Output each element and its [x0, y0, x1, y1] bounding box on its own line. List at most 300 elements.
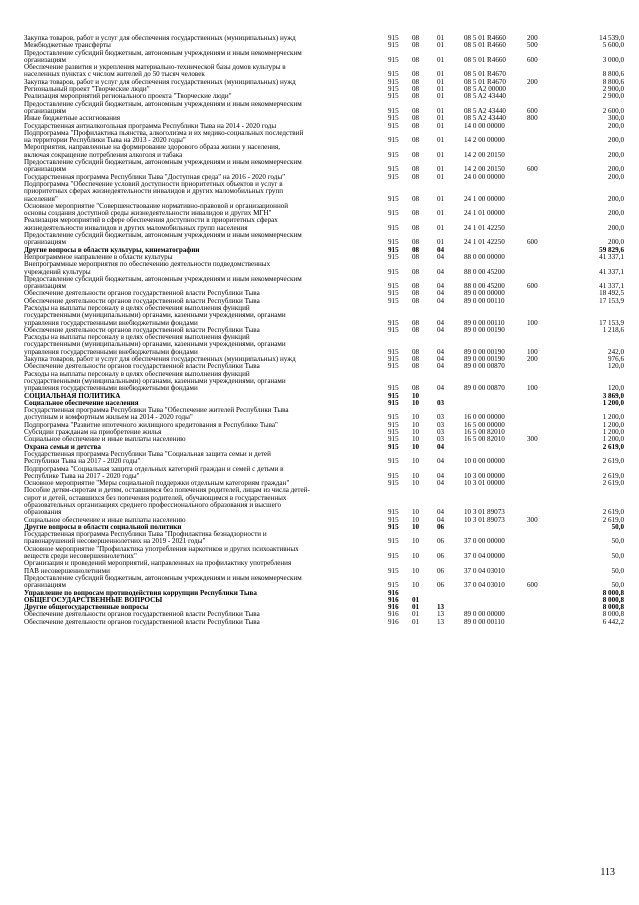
section-code: 08 — [412, 282, 420, 291]
row-name: Социальное обеспечение населения — [24, 398, 139, 407]
section-code: 08 — [412, 325, 420, 334]
row-name: Другие общегосударственные вопросы — [24, 603, 149, 612]
subsection-code: 01 — [437, 194, 445, 203]
subsection-code: 13 — [437, 617, 445, 626]
ministry-code: 915 — [388, 136, 399, 145]
amount: 17 153,9 — [599, 296, 624, 305]
ministry-code: 915 — [388, 362, 399, 371]
row-name: Организация и проведений мероприятий, направленных на профилактику употребления ПАВ несовершеннолетними — [24, 559, 292, 575]
row-name: Охрана семьи и детства — [24, 442, 101, 451]
expense-type-code: 600 — [527, 165, 538, 174]
section-code: 08 — [412, 347, 420, 356]
row-name: Обеспечение деятельности органов государственной власти Республики Тыва — [24, 325, 260, 334]
table-row — [24, 371, 624, 393]
section-code: 08 — [412, 92, 420, 101]
amount: 50,0 — [611, 537, 624, 546]
row-name: Социальное обеспечение и иные выплаты населению — [24, 515, 186, 524]
amount: 2 619,0 — [602, 442, 624, 451]
amount: 200,0 — [608, 194, 624, 203]
subsection-code: 01 — [437, 85, 445, 94]
target-article-code: 89 0 00 00190 — [464, 347, 505, 356]
row-name: Региональный проект "Творческие люди" — [24, 85, 150, 94]
target-article-code: 24 0 00 00000 — [464, 172, 505, 181]
subsection-code: 04 — [437, 471, 445, 480]
ministry-code: 915 — [388, 41, 399, 50]
amount: 5 600,0 — [602, 41, 624, 50]
ministry-code: 915 — [388, 34, 399, 42]
expense-type-code: 300 — [527, 515, 538, 524]
amount: 8 800,6 — [602, 77, 624, 86]
target-article-code: 10 3 01 00000 — [464, 479, 505, 488]
section-code: 08 — [412, 106, 420, 115]
subsection-code: 01 — [437, 92, 445, 101]
table-row — [24, 466, 624, 481]
ministry-code: 915 — [388, 77, 399, 86]
section-code: 08 — [412, 238, 420, 247]
table-row — [24, 181, 624, 203]
ministry-code: 915 — [388, 150, 399, 159]
budget-table — [24, 35, 624, 626]
expense-type-code: 600 — [527, 106, 538, 115]
subsection-code: 04 — [437, 282, 445, 291]
expense-type-code: 100 — [527, 318, 538, 327]
section-code: 08 — [412, 85, 420, 94]
expense-type-code: 200 — [527, 34, 538, 42]
ministry-code: 915 — [388, 442, 399, 451]
ministry-code: 915 — [388, 194, 399, 203]
section-code: 08 — [412, 355, 420, 364]
subsection-code: 04 — [437, 347, 445, 356]
ministry-code: 915 — [388, 325, 399, 334]
expense-type-code: 600 — [527, 238, 538, 247]
row-name: Мероприятия, направленные на формирование здорового образа жизни у населения, включая сокращение потребления алкоголя и табака — [24, 143, 280, 159]
amount: 41 337,1 — [599, 282, 624, 291]
section-code: 10 — [412, 420, 420, 429]
row-name: Основное мероприятие "Меры социальной поддержки отдельным категориям граждан" — [24, 479, 290, 488]
expense-type-code: 100 — [527, 347, 538, 356]
amount: 976,6 — [608, 355, 624, 364]
ministry-code: 916 — [388, 610, 399, 619]
target-article-code: 16 0 00 00000 — [464, 413, 505, 422]
section-code: 08 — [412, 41, 420, 50]
table-row — [24, 560, 624, 575]
ministry-code: 915 — [388, 238, 399, 247]
target-article-code: 16 5 00 00000 — [464, 420, 505, 429]
section-code: 08 — [412, 136, 420, 145]
table-row — [24, 130, 624, 145]
section-code: 08 — [412, 267, 420, 276]
amount: 200,0 — [608, 136, 624, 145]
row-name: Непрограммное направление в области культуры — [24, 252, 173, 261]
target-article-code: 14 2 00 00000 — [464, 136, 505, 145]
target-article-code: 24 1 00 00000 — [464, 194, 505, 203]
expense-type-code: 300 — [527, 435, 538, 444]
amount: 1 200,0 — [602, 398, 624, 407]
subsection-code: 01 — [437, 77, 445, 86]
subsection-code: 04 — [437, 515, 445, 524]
section-code: 01 — [412, 595, 420, 604]
target-article-code: 10 3 01 89073 — [464, 508, 505, 517]
expense-type-code: 200 — [527, 355, 538, 364]
target-article-code: 24 1 01 42250 — [464, 223, 505, 232]
amount: 200,0 — [608, 121, 624, 130]
subsection-code: 01 — [437, 150, 445, 159]
amount: 242,0 — [608, 347, 624, 356]
section-code: 10 — [412, 471, 420, 480]
ministry-code: 915 — [388, 420, 399, 429]
ministry-code: 915 — [388, 515, 399, 524]
target-article-code: 08 5 01 R4670 — [464, 70, 506, 79]
subsection-code: 03 — [437, 398, 445, 407]
row-name: Государственная программа Республики Тыва "Профилактика безнадзорности и правонарушений несовершеннолетних на 2019 - 2021 годы" — [24, 530, 267, 546]
subsection-code: 06 — [437, 581, 445, 590]
amount: 300,0 — [608, 114, 624, 123]
row-name: Расходы на выплаты персоналу в целях обеспечения выполнения функций государственными (муниципальными) органами, казенными учреждениями, органами управления государственными внебюджетными фондами — [24, 333, 286, 356]
row-name: Расходы на выплаты персоналу в целях обеспечения выполнения функций государственными (муниципальными) органами, казенными учреждениями, органами управления государственными внебюджетными фондами — [24, 303, 286, 327]
subsection-code: 04 — [437, 245, 445, 254]
target-article-code: 08 5 01 R4660 — [464, 55, 506, 64]
amount: 200,0 — [608, 172, 624, 181]
target-article-code: 89 0 00 00110 — [464, 296, 505, 305]
subsection-code: 04 — [437, 508, 445, 517]
section-code: 08 — [412, 252, 420, 261]
amount: 1 200,0 — [602, 420, 624, 429]
target-article-code: 14 2 00 20150 — [464, 150, 505, 159]
section-code: 10 — [412, 515, 420, 524]
subsection-code: 06 — [437, 537, 445, 546]
amount: 18 492,5 — [599, 289, 624, 298]
target-article-code: 16 5 00 82010 — [464, 435, 505, 444]
section-code: 10 — [412, 428, 420, 437]
table-row — [24, 232, 624, 247]
subsection-code: 04 — [437, 296, 445, 305]
subsection-code: 04 — [437, 355, 445, 364]
table-row — [24, 334, 624, 356]
target-article-code: 16 5 00 82010 — [464, 428, 505, 437]
row-name: Подпрограмма "Развитие ипотечного жилищного кредитования в Республике Тыва" — [24, 420, 278, 429]
ministry-code: 915 — [388, 106, 399, 115]
target-article-code: 88 0 00 00000 — [464, 252, 505, 261]
amount: 3 869,0 — [602, 391, 624, 400]
amount: 41 337,1 — [599, 267, 624, 276]
amount: 2 619,0 — [602, 508, 624, 517]
amount: 14 539,0 — [599, 34, 624, 42]
amount: 200,0 — [608, 223, 624, 232]
page-number: 113 — [600, 867, 615, 878]
amount: 2 619,0 — [602, 515, 624, 524]
subsection-code: 01 — [437, 55, 445, 64]
target-article-code: 24 1 01 42250 — [464, 238, 505, 247]
amount: 17 153,9 — [599, 318, 624, 327]
section-code: 08 — [412, 34, 420, 42]
row-name: Обеспечение деятельности органов государственной власти Республики Тыва — [24, 296, 260, 305]
row-name: Обеспечение деятельности органов государственной власти Республики Тыва — [24, 289, 260, 298]
target-article-code: 37 0 04 00000 — [464, 552, 505, 561]
section-code: 08 — [412, 165, 420, 174]
expense-type-code: 600 — [527, 581, 538, 590]
table-row — [24, 531, 624, 546]
expense-type-code: 600 — [527, 282, 538, 291]
ministry-code: 916 — [388, 603, 399, 612]
section-code: 08 — [412, 289, 420, 298]
row-name: Предоставление субсидий бюджетным, автономным учреждениям и иным некоммерческим организациям — [24, 274, 302, 291]
target-article-code: 08 5 01 R4670 — [464, 77, 506, 86]
section-code: 01 — [412, 610, 420, 619]
subsection-code: 04 — [437, 362, 445, 371]
amount: 41 337,1 — [599, 252, 624, 261]
ministry-code: 915 — [388, 318, 399, 327]
ministry-code: 915 — [388, 252, 399, 261]
amount: 3 000,0 — [602, 55, 624, 64]
target-article-code: 10 3 00 00000 — [464, 471, 505, 480]
ministry-code: 915 — [388, 223, 399, 232]
section-code: 10 — [412, 508, 420, 517]
amount: 200,0 — [608, 150, 624, 159]
row-name: Подпрограмма "Профилактика пьянства, алкоголизма и их медико-социальных последствий на территории Республики Тыва на 2013 - 2020 годы" — [24, 128, 304, 145]
section-code: 10 — [412, 435, 420, 444]
target-article-code: 08 5 A2 43440 — [464, 114, 506, 123]
ministry-code: 915 — [388, 391, 399, 400]
row-name: Предоставление субсидий бюджетным, автономным учреждениям и иным некоммерческим организациям — [24, 48, 302, 64]
ministry-code: 915 — [388, 267, 399, 276]
target-article-code: 89 0 00 00000 — [464, 610, 505, 619]
row-name: Предоставление субсидий бюджетным, автономным учреждениям и иным некоммерческим организациям — [24, 573, 302, 590]
ministry-code: 915 — [388, 296, 399, 305]
target-article-code: 08 5 A2 00000 — [464, 85, 506, 94]
ministry-code: 915 — [388, 457, 399, 466]
ministry-code: 916 — [388, 588, 399, 597]
target-article-code: 89 0 00 00870 — [464, 384, 505, 393]
ministry-code: 915 — [388, 347, 399, 356]
target-article-code: 37 0 04 03010 — [464, 566, 505, 575]
ministry-code: 915 — [388, 435, 399, 444]
ministry-code: 915 — [388, 428, 399, 437]
target-article-code: 14 0 00 00000 — [464, 121, 505, 130]
subsection-code: 06 — [437, 552, 445, 561]
table-row — [24, 407, 624, 422]
section-code: 08 — [412, 70, 420, 79]
table-row — [24, 50, 624, 65]
expense-type-code: 600 — [527, 55, 538, 64]
row-name: Закупка товаров, работ и услуг для обеспечения государственных (муниципальных) нужд — [24, 355, 296, 364]
subsection-code: 04 — [437, 252, 445, 261]
ministry-code: 915 — [388, 121, 399, 130]
target-article-code: 89 0 00 00110 — [464, 617, 505, 626]
row-name: Пособие детям-сиротам и детям, оставшимся без попечения родителей, лицам из числа детей- сирот и детей, оставшихся без попечения родителей, обучающимся в государственных образовательных организациях среднего профессионального образования и высшего образования — [24, 486, 310, 517]
ministry-code: 915 — [388, 165, 399, 174]
target-article-code: 88 0 00 45200 — [464, 282, 505, 291]
section-code: 08 — [412, 296, 420, 305]
amount: 50,0 — [611, 552, 624, 561]
row-name: Обеспечение деятельности органов государственной власти Республики Тыва — [24, 617, 260, 626]
row-name: Расходы на выплаты персоналу в целях обеспечения выполнения функций государственными (муниципальными) органами, казенными учреждениями, органами управления государственными внебюджетными фондами — [24, 369, 286, 393]
section-code: 10 — [412, 479, 420, 488]
amount: 6 442,2 — [602, 617, 624, 626]
section-code: 10 — [412, 522, 420, 531]
target-article-code: 89 0 00 00000 — [464, 289, 505, 298]
amount: 1 200,0 — [602, 435, 624, 444]
row-name: Основное мероприятие "Совершенствование нормативно-правовой и организационной основы создания доступной среды жизнедеятельности инвалидов и других МГН" — [24, 201, 289, 218]
subsection-code: 04 — [437, 267, 445, 276]
target-article-code: 24 1 01 00000 — [464, 209, 505, 218]
row-name: Обеспечение деятельности органов государственной власти Республики Тыва — [24, 362, 260, 371]
amount: 1 218,6 — [602, 325, 624, 334]
amount: 120,0 — [608, 384, 624, 393]
section-code: 01 — [412, 603, 420, 612]
table-row — [24, 436, 624, 443]
subsection-code: 01 — [437, 238, 445, 247]
ministry-code: 915 — [388, 522, 399, 531]
ministry-code: 915 — [388, 537, 399, 546]
table-row — [24, 487, 624, 516]
amount: 200,0 — [608, 209, 624, 218]
section-code: 08 — [412, 77, 420, 86]
row-name: Основное мероприятие "Профилактика употребления наркотиков и других психоактивных веществ среди несовершеннолетних" — [24, 544, 299, 561]
section-code: 08 — [412, 384, 420, 393]
row-name: СОЦИАЛЬНАЯ ПОЛИТИКА — [24, 391, 121, 400]
section-code: 10 — [412, 581, 420, 590]
row-name: Реализация мероприятий регионального проекта "Творческие люди" — [24, 92, 232, 101]
row-name: Межбюджетные трансферты — [24, 41, 111, 50]
section-code: 08 — [412, 114, 420, 123]
amount: 59 829,6 — [599, 245, 624, 254]
table-row — [24, 575, 624, 590]
expense-type-code: 800 — [527, 114, 538, 123]
section-code: 08 — [412, 172, 420, 181]
target-article-code: 37 0 04 03010 — [464, 581, 505, 590]
row-name: Закупка товаров, работ и услуг для обеспечения государственных (муниципальных) нужд — [24, 34, 296, 42]
row-name: Управление по вопросам противодействия коррупции Республики Тыва — [24, 588, 257, 597]
section-code: 08 — [412, 209, 420, 218]
target-article-code: 08 5 01 R4660 — [464, 34, 506, 42]
amount: 2 619,0 — [602, 479, 624, 488]
table-row — [24, 305, 624, 327]
ministry-code: 915 — [388, 172, 399, 181]
row-name: Другие вопросы в области социальной политики — [24, 522, 182, 531]
section-code: 08 — [412, 194, 420, 203]
section-code: 08 — [412, 55, 420, 64]
section-code: 10 — [412, 537, 420, 546]
subsection-code: 01 — [437, 70, 445, 79]
row-name: Государственная программа Республики Тыва "Обеспечение жителей Республики Тыва доступным и комфортным жильем на 2014 - 2020 годы" — [24, 406, 289, 422]
subsection-code: 01 — [437, 165, 445, 174]
table-row — [24, 144, 624, 159]
ministry-code: 915 — [388, 114, 399, 123]
section-code: 10 — [412, 398, 420, 407]
table-row — [24, 261, 624, 276]
table-row — [24, 276, 624, 291]
row-name: Предоставление субсидий бюджетным, автономным учреждениям и иным некоммерческим организациям — [24, 158, 302, 174]
subsection-code: 04 — [437, 325, 445, 334]
table-row — [24, 217, 624, 232]
subsection-code: 01 — [437, 136, 445, 145]
section-code: 08 — [412, 223, 420, 232]
section-code: 01 — [412, 617, 420, 626]
ministry-code: 915 — [388, 209, 399, 218]
table-row — [24, 159, 624, 174]
row-name: Обеспечение деятельности органов государственной власти Республики Тыва — [24, 610, 260, 619]
ministry-code: 915 — [388, 508, 399, 517]
amount: 50,0 — [611, 522, 624, 531]
row-name: Обеспечение развития и укрепления материально-технической базы домов культуры в населенных пунктах с числом жителей до 50 тысяч человек — [24, 63, 286, 79]
subsection-code: 04 — [437, 457, 445, 466]
ministry-code: 915 — [388, 70, 399, 79]
amount: 50,0 — [611, 566, 624, 575]
section-code: 08 — [412, 362, 420, 371]
ministry-code: 915 — [388, 245, 399, 254]
amount: 8 800,6 — [602, 70, 624, 79]
section-code: 08 — [412, 121, 420, 130]
subsection-code: 01 — [437, 106, 445, 115]
subsection-code: 01 — [437, 172, 445, 181]
amount: 2 900,0 — [602, 92, 624, 101]
target-article-code: 10 3 01 89073 — [464, 515, 505, 524]
target-article-code: 37 0 00 00000 — [464, 537, 505, 546]
ministry-code: 915 — [388, 398, 399, 407]
expense-type-code: 100 — [527, 384, 538, 393]
row-name: Подпрограмма "Обеспечение условий доступности приоритетных объектов и услуг в приоритетных сферах жизнедеятельности инвалидов и других маломобильных групп населения" — [24, 179, 284, 203]
section-code: 10 — [412, 391, 420, 400]
row-name: ОБЩЕГОСУДАРСТВЕННЫЕ ВОПРОСЫ — [24, 595, 163, 604]
target-article-code: 08 5 A2 43440 — [464, 106, 506, 115]
ministry-code: 915 — [388, 471, 399, 480]
expense-type-code: 200 — [527, 77, 538, 86]
subsection-code: 01 — [437, 114, 445, 123]
row-name: Субсидии гражданам на приобретение жилья — [24, 428, 162, 437]
ministry-code: 915 — [388, 413, 399, 422]
section-code: 10 — [412, 442, 420, 451]
ministry-code: 915 — [388, 581, 399, 590]
amount: 8 000,8 — [602, 595, 624, 604]
target-article-code: 89 0 00 00190 — [464, 325, 505, 334]
row-name: Предоставление субсидий бюджетным, автономным учреждениям и иным некоммерческим организациям — [24, 231, 302, 247]
amount: 2 619,0 — [602, 457, 624, 466]
subsection-code: 13 — [437, 610, 445, 619]
subsection-code: 04 — [437, 442, 445, 451]
ministry-code: 915 — [388, 552, 399, 561]
target-article-code: 14 2 00 20150 — [464, 165, 505, 174]
amount: 2 600,0 — [602, 106, 624, 115]
amount: 8 000,8 — [602, 603, 624, 612]
section-code: 10 — [412, 413, 420, 422]
row-name: Другие вопросы в области культуры, кинематографии — [24, 245, 200, 254]
row-name: Внепрограммные мероприятия по обеспечению деятельности подведомственных учреждений культуры — [24, 260, 271, 276]
amount: 2 900,0 — [602, 85, 624, 94]
subsection-code: 01 — [437, 34, 445, 42]
subsection-code: 03 — [437, 420, 445, 429]
target-article-code: 08 5 01 R4660 — [464, 41, 506, 50]
ministry-code: 916 — [388, 617, 399, 626]
subsection-code: 13 — [437, 603, 445, 612]
amount: 1 200,0 — [602, 413, 624, 422]
ministry-code: 915 — [388, 566, 399, 575]
section-code: 10 — [412, 457, 420, 466]
subsection-code: 01 — [437, 41, 445, 50]
subsection-code: 04 — [437, 384, 445, 393]
table-row — [24, 203, 624, 218]
subsection-code: 01 — [437, 121, 445, 130]
ministry-code: 916 — [388, 595, 399, 604]
subsection-code: 03 — [437, 413, 445, 422]
subsection-code: 04 — [437, 318, 445, 327]
table-row — [24, 64, 624, 79]
ministry-code: 915 — [388, 384, 399, 393]
subsection-code: 06 — [437, 522, 445, 531]
subsection-code: 01 — [437, 223, 445, 232]
ministry-code: 915 — [388, 479, 399, 488]
section-code: 10 — [412, 552, 420, 561]
amount: 8 000,8 — [602, 610, 624, 619]
